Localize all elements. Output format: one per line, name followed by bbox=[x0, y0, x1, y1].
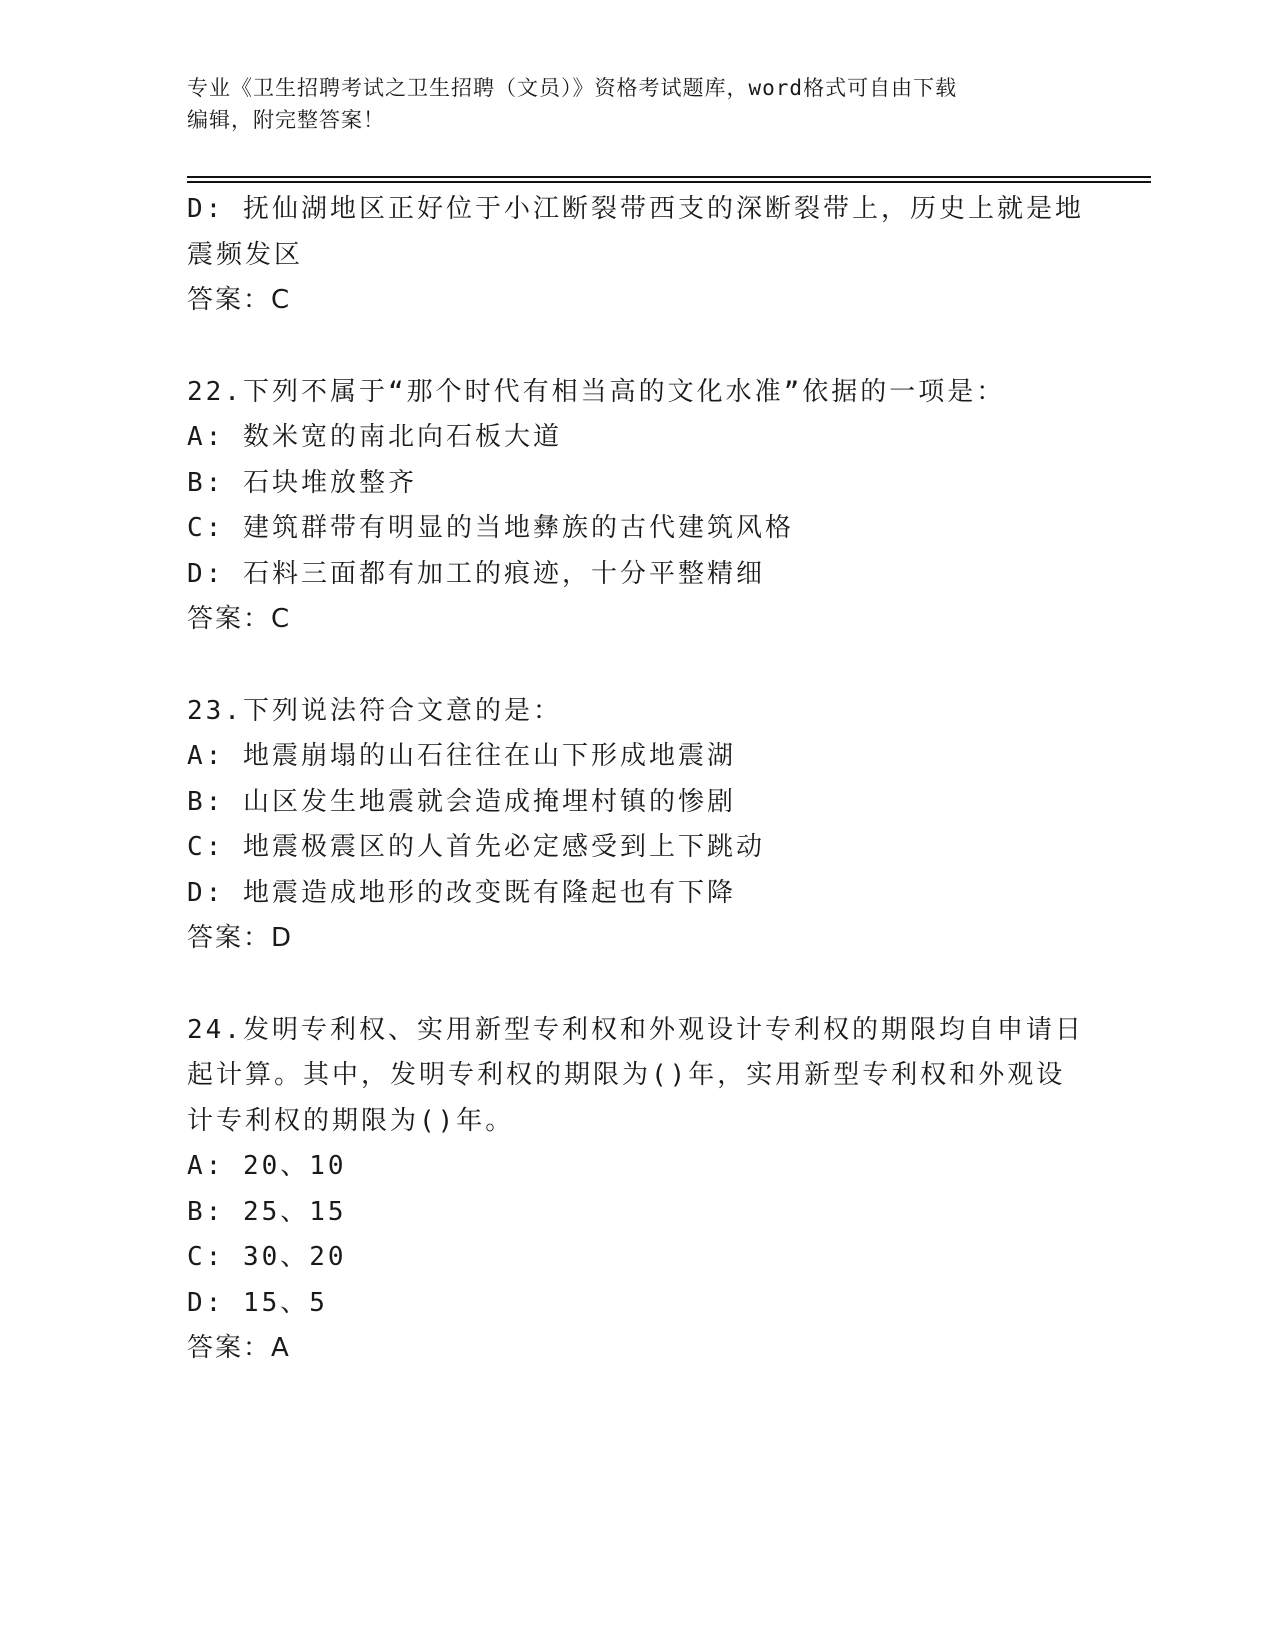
question-22-option-b: B: 石块堆放整齐 bbox=[187, 467, 417, 498]
question-22-option-c: C: 建筑群带有明显的当地彝族的古代建筑风格 bbox=[187, 513, 794, 543]
question-23-option-a: A: 地震崩塌的山石往往在山下形成地震湖 bbox=[187, 741, 736, 771]
answer-22: 答案：C bbox=[187, 604, 292, 634]
question-24-text-line-2: 起计算。其中，发明专利权的期限为()年，实用新型专利权和外观设 bbox=[187, 1060, 1066, 1090]
question-23-option-d: D: 地震造成地形的改变既有隆起也有下降 bbox=[187, 877, 736, 908]
header-divider-top bbox=[187, 176, 1151, 178]
header-line-2: 编辑，附完整答案！ bbox=[187, 108, 385, 132]
answer-21: 答案：C bbox=[187, 285, 292, 315]
question-24 bbox=[187, 1008, 1087, 1372]
question-24-text-line-1: 24.发明专利权、实用新型专利权和外观设计专利权的期限均自申请日 bbox=[187, 1014, 1084, 1045]
question-24-option-b: B: 25、15 bbox=[187, 1196, 347, 1227]
question-22 bbox=[187, 370, 1087, 643]
question-24-option-d: D: 15、5 bbox=[187, 1287, 328, 1318]
question-24-option-c: C: 30、20 bbox=[187, 1242, 347, 1272]
question-24-option-a: A: 20、10 bbox=[187, 1151, 347, 1181]
question-24-text-line-3: 计专利权的期限为()年。 bbox=[187, 1105, 515, 1136]
header-divider-bottom bbox=[187, 181, 1151, 183]
question-22-option-d: D: 石料三面都有加工的痕迹，十分平整精细 bbox=[187, 558, 765, 589]
question-23-option-b: B: 山区发生地震就会造成掩埋村镇的惨剧 bbox=[187, 786, 736, 817]
question-22-option-a: A: 数米宽的南北向石板大道 bbox=[187, 422, 562, 452]
header-line-1: 专业《卫生招聘考试之卫生招聘（文员）》资格考试题库，word格式可自由下载 bbox=[187, 76, 958, 100]
document-body bbox=[187, 187, 1087, 1372]
question-23 bbox=[187, 689, 1087, 962]
answer-24: 答案：A bbox=[187, 1333, 291, 1363]
document-header bbox=[187, 72, 1087, 136]
question-22-text: 22.下列不属于“那个时代有相当高的文化水准”依据的一项是： bbox=[187, 376, 1006, 407]
option-d-line-1: D: 抚仙湖地区正好位于小江断裂带西支的深断裂带上，历史上就是地 bbox=[187, 194, 1084, 224]
question-21-tail bbox=[187, 187, 1087, 324]
question-23-option-c: C: 地震极震区的人首先必定感受到上下跳动 bbox=[187, 832, 765, 862]
option-d-line-2: 震频发区 bbox=[187, 239, 304, 270]
question-23-text: 23.下列说法符合文意的是： bbox=[187, 695, 562, 726]
answer-23: 答案：D bbox=[187, 923, 294, 953]
